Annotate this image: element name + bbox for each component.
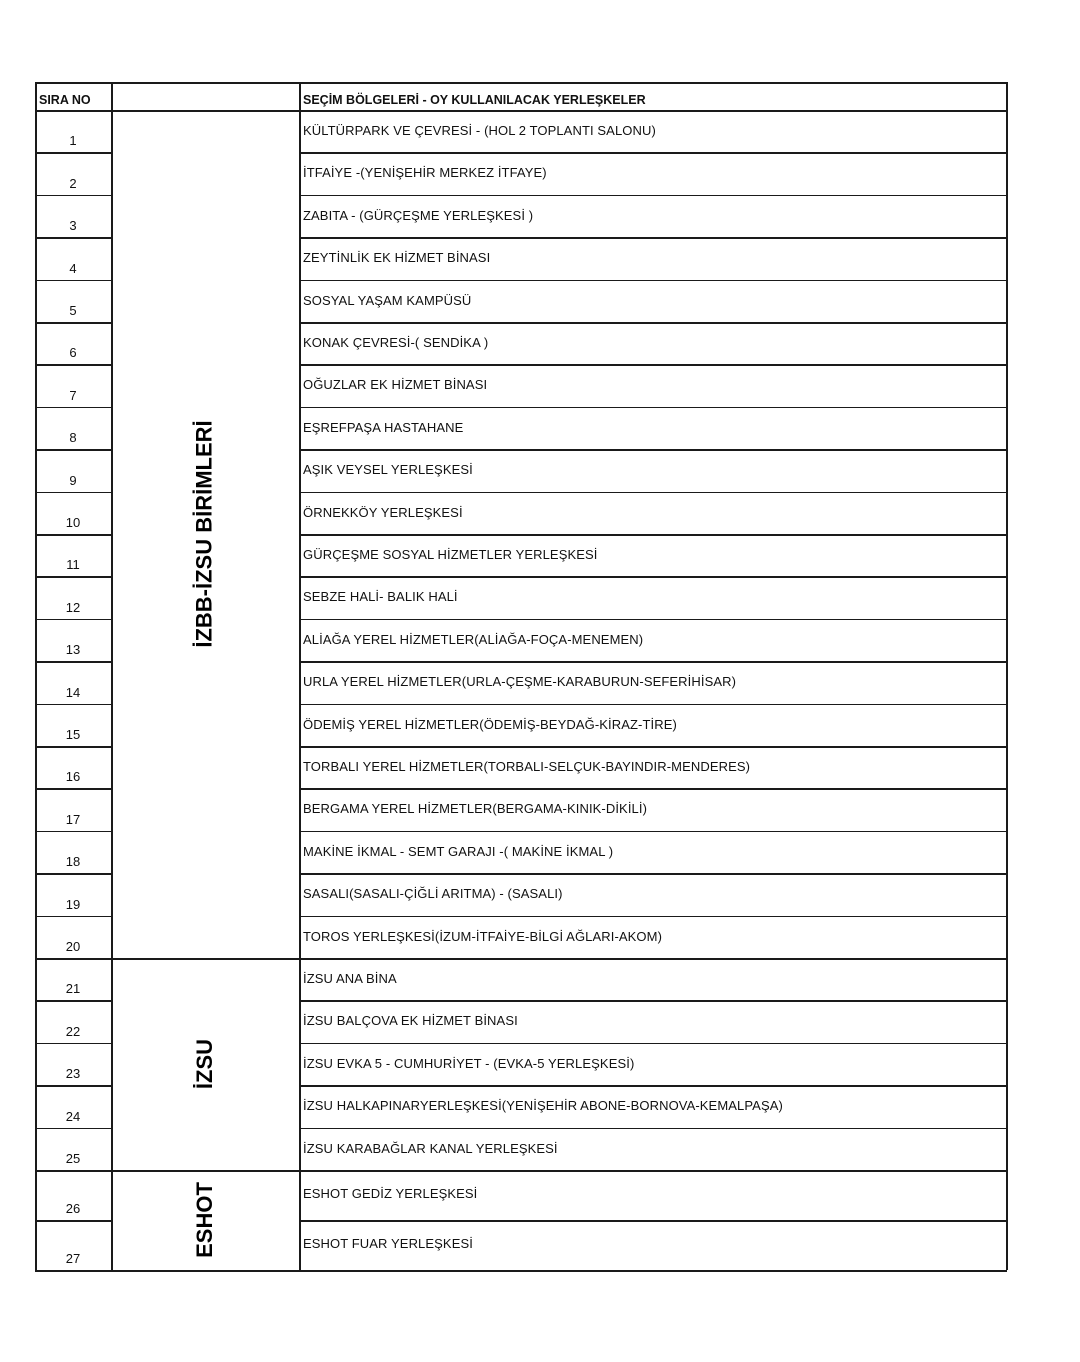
location-name: OĞUZLAR EK HİZMET BİNASI [303,377,488,393]
location-name: İZSU BALÇOVA EK HİZMET BİNASI [303,1013,518,1029]
row-divider [299,322,1007,324]
row-number: 15 [65,727,81,742]
row-number: 17 [65,811,81,827]
row-divider [299,1128,1007,1130]
row-divider [299,1043,1007,1045]
location-name: GÜRÇEŞME SOSYAL HİZMETLER YERLEŞKESİ [303,547,598,562]
row-divider [299,704,1007,706]
row-divider [299,788,1007,790]
row-number: 12 [65,599,81,615]
row-divider [299,661,1007,663]
group-label-cell [111,110,299,958]
table-border-top [35,82,1007,84]
location-name: TORBALI YEREL HİZMETLER(TORBALI-SELÇUK-BAYINDIR-MENDERES) [303,759,751,774]
row-number: 27 [65,1251,81,1266]
location-name: ALİAĞA YEREL HİZMETLER(ALİAĞA-FOÇA-MENEMEN) [303,631,644,647]
row-divider [299,364,1007,366]
row-number: 2 [69,175,77,191]
row-divider [35,576,111,578]
row-number: 19 [65,896,81,912]
row-divider [35,916,111,918]
row-number: 24 [65,1108,81,1124]
row-divider [299,873,1007,875]
location-name: EŞREFPAŞA HASTAHANE [303,419,464,435]
row-number: 4 [69,260,77,276]
location-name: İZSU EVKA 5 - CUMHURİYET - (EVKA-5 YERLEŞKESİ) [303,1055,635,1071]
row-divider [35,619,111,621]
row-number: 16 [65,769,81,785]
row-divider [299,152,1007,154]
location-name: MAKİNE İKMAL - SEMT GARAJI -( MAKİNE İKMAL ) [303,843,614,859]
location-name: ZABITA - (GÜRÇEŞME YERLEŞKESİ ) [303,207,534,223]
row-number: 5 [69,303,77,318]
row-number: 7 [69,387,77,403]
row-divider [35,534,111,536]
location-name: ÖRNEKKÖY YERLEŞKESİ [303,504,463,520]
header-title: SEÇİM BÖLGELERİ - OY KULLANILACAK YERLEŞKELER [303,93,646,107]
row-divider [35,152,111,154]
row-number: 10 [65,515,81,530]
row-divider [299,534,1007,536]
row-divider [299,746,1007,748]
row-number: 21 [65,981,81,997]
row-number: 6 [69,345,77,361]
row-divider [299,449,1007,451]
row-divider [299,280,1007,282]
row-divider [299,195,1007,197]
column-divider [299,82,301,1270]
row-divider [35,492,111,494]
row-number: 11 [66,557,80,573]
row-divider [299,576,1007,578]
row-divider [299,831,1007,833]
location-name: BERGAMA YEREL HİZMETLER(BERGAMA-KINIK-DİKİLİ) [303,801,648,817]
row-number: 13 [65,642,81,658]
row-divider [299,407,1007,409]
location-name: TOROS YERLEŞKESİ(İZUM-İTFAİYE-BİLGİ AĞLARI-AKOM) [303,928,663,944]
row-divider [35,1043,111,1045]
row-divider [35,704,111,706]
row-number: 18 [65,854,81,870]
row-divider [35,1085,111,1087]
row-number: 8 [69,430,77,446]
group-label: İZSU [192,1038,217,1090]
location-name: İZSU KARABAĞLAR KANAL YERLEŞKESİ [303,1140,558,1156]
row-number: 14 [65,684,81,700]
row-number: 26 [65,1201,81,1216]
row-divider [299,237,1007,239]
row-divider [35,746,111,748]
row-divider [299,1085,1007,1087]
group-label: ESHOT [191,1182,217,1258]
table-border-right [1006,82,1008,1270]
location-name: SEBZE HALİ- BALIK HALİ [303,589,458,605]
location-name: İZSU ANA BİNA [303,971,397,986]
row-divider [35,280,111,282]
location-name: SASALI(SASALI-ÇİĞLİ ARITMA) - (SASALI) [303,886,563,902]
row-divider [35,1220,111,1222]
row-divider [35,407,111,409]
location-name: KONAK ÇEVRESİ-( SENDİKA ) [303,335,489,350]
row-divider [35,237,111,239]
row-divider [299,492,1007,494]
location-name: ESHOT FUAR YERLEŞKESİ [303,1236,473,1251]
location-name: İTFAİYE -(YENİŞEHİR MERKEZ İTFAYE) [303,165,547,181]
row-divider [299,1220,1007,1222]
row-divider [35,364,111,366]
row-divider [35,788,111,790]
table-border-bottom [35,1270,1007,1272]
row-divider [35,195,111,197]
location-name: ÖDEMİŞ YEREL HİZMETLER(ÖDEMİŞ-BEYDAĞ-KİRAZ-TİRE) [303,716,677,732]
row-divider [35,661,111,663]
location-name: ZEYTİNLİK EK HİZMET BİNASI [303,250,491,266]
row-divider [35,1128,111,1130]
location-name: İZSU HALKAPINARYERLEŞKESİ(YENİŞEHİR ABONE-BORNOVA-KEMALPAŞA) [303,1098,783,1114]
group-label-cell [111,1170,299,1270]
row-divider [35,831,111,833]
row-number: 3 [69,218,77,234]
row-number: 9 [69,472,77,488]
row-number: 22 [65,1023,81,1039]
row-number: 23 [65,1066,81,1082]
location-name: SOSYAL YAŞAM KAMPÜSÜ [303,292,472,308]
row-divider [35,322,111,324]
row-divider [299,1000,1007,1002]
row-number: 25 [65,1151,81,1166]
location-name: URLA YEREL HİZMETLER(URLA-ÇEŞME-KARABURUN-SEFERİHİSAR) [303,674,737,690]
row-number: 20 [65,939,81,954]
group-label: İZBB-İZSU BİRİMLERİ [192,420,218,648]
row-divider [299,619,1007,621]
row-number: 1 [69,133,77,149]
row-divider [35,449,111,451]
row-divider [35,1000,111,1002]
location-name: AŞIK VEYSEL YERLEŞKESİ [303,462,473,478]
polling-locations-table [35,82,1007,1270]
row-divider [299,916,1007,918]
location-name: ESHOT GEDİZ YERLEŞKESİ [303,1186,478,1201]
group-label-cell [111,958,299,1170]
row-divider [35,873,111,875]
header-sira-no: SIRA NO [39,93,91,107]
location-name: KÜLTÜRPARK VE ÇEVRESİ - (HOL 2 TOPLANTI SALONU) [303,123,656,138]
